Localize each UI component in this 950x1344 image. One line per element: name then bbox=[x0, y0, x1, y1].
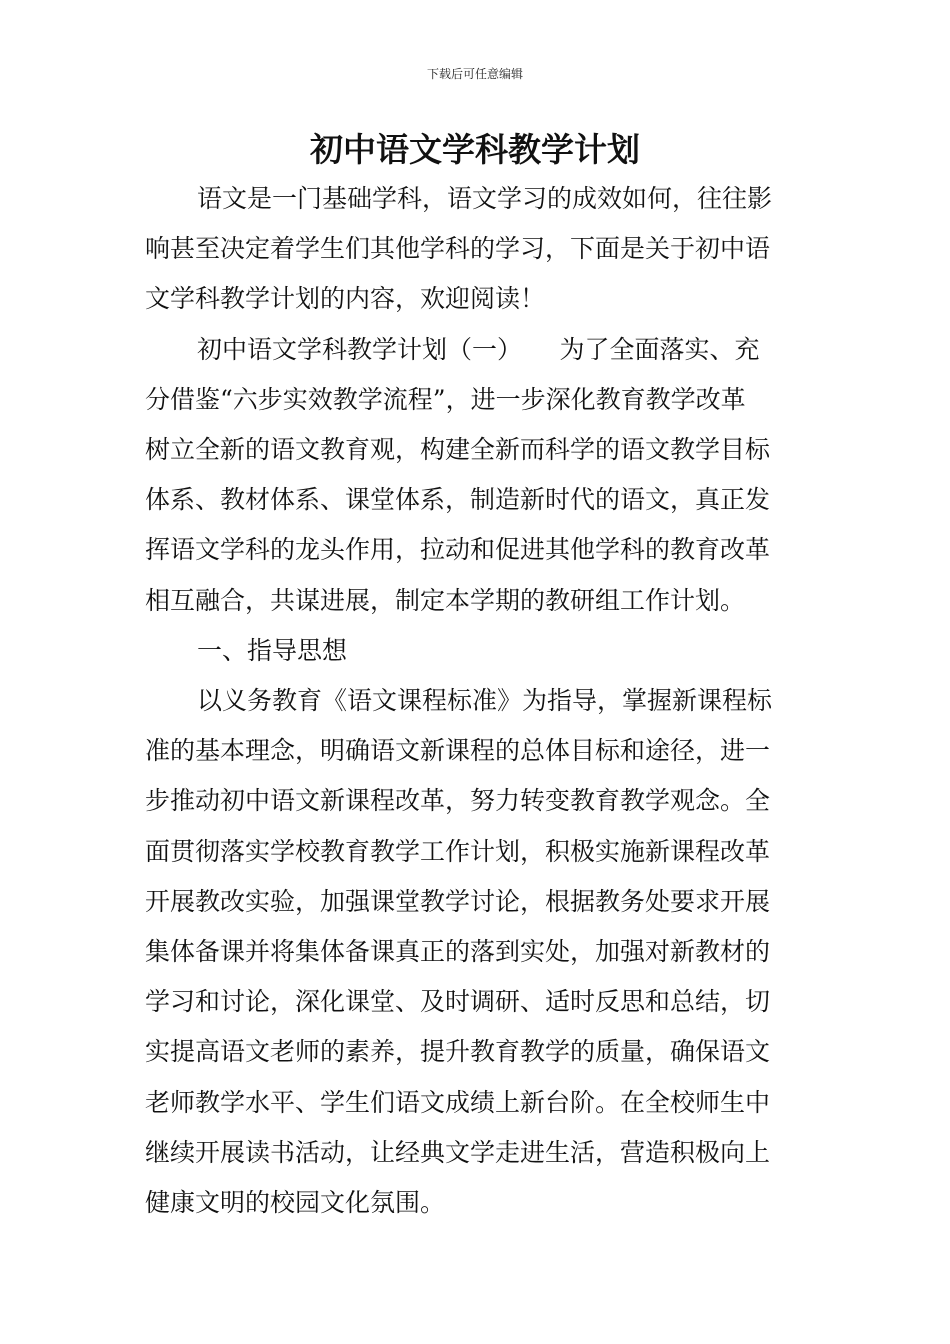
text-line bbox=[145, 576, 745, 626]
text-line bbox=[145, 1128, 770, 1178]
text-line-content: 分借鉴“六步实效教学流程”，进一步深化教育教学改革 bbox=[145, 384, 746, 414]
text-line-content: 以义务教育《语文课程标准》为指导，掌握新课程标 bbox=[197, 686, 773, 715]
text-line-content: 挥语文学科的龙头作用，拉动和促进其他学科的教育改革 bbox=[145, 535, 771, 565]
text-line-content: 集体备课并将集体备课真正的落到实处，加强对新教材的 bbox=[145, 937, 771, 966]
text-line-content: 树立全新的语文教育观，构建全新而科学的语文教学目标 bbox=[145, 435, 771, 464]
text-line-content: 步推动初中语文新课程改革，努力转变教育教学观念。全 bbox=[145, 786, 771, 816]
text-line bbox=[145, 1027, 770, 1077]
text-line bbox=[197, 325, 760, 375]
text-line-content: 初中语文学科教学计划（一） 为了全面落实、充 bbox=[197, 334, 760, 364]
text-line-content: 文学科教学计划的内容，欢迎阅读！ bbox=[145, 284, 546, 314]
text-line-content: 一、指导思想 bbox=[197, 635, 348, 665]
text-line bbox=[197, 676, 772, 726]
text-line-content: 健康文明的校园文化氛围。 bbox=[145, 1188, 446, 1217]
text-line bbox=[145, 977, 770, 1027]
text-line bbox=[145, 525, 770, 575]
header-note: 下载后可任意编辑 bbox=[426, 67, 523, 81]
text-line bbox=[145, 375, 746, 425]
text-line-content: 体系、教材体系、课堂体系，制造新时代的语文，真正发 bbox=[145, 485, 771, 515]
text-line bbox=[145, 274, 545, 324]
text-line bbox=[145, 827, 770, 877]
text-line bbox=[145, 927, 770, 977]
document-title: 初中语文学科教学计划 bbox=[310, 130, 640, 169]
text-line-content: 相互融合，共谋进展，制定本学期的教研组工作计划。 bbox=[145, 585, 746, 615]
text-line-content: 老师教学水平、学生们语文成绩上新台阶。在全校师生中 bbox=[145, 1087, 771, 1117]
text-line bbox=[145, 475, 770, 525]
text-line-content: 实提高语文老师的素养，提升教育教学的质量，确保语文 bbox=[145, 1037, 771, 1067]
text-line bbox=[145, 1078, 770, 1128]
text-line-content: 准的基本理念，明确语文新课程的总体目标和途径，进一 bbox=[145, 736, 771, 766]
text-line-content: 面贯彻落实学校教育教学工作计划，积极实施新课程改革 bbox=[145, 836, 771, 866]
text-line-content: 开展教改实验，加强课堂教学讨论，根据教务处要求开展 bbox=[145, 886, 771, 916]
text-line bbox=[145, 776, 770, 826]
text-line-content: 继续开展读书活动，让经典文学走进生活，营造积极向上 bbox=[145, 1137, 771, 1167]
text-line bbox=[145, 1178, 445, 1228]
text-line bbox=[197, 174, 772, 224]
text-line bbox=[145, 726, 770, 776]
text-line-content: 学习和讨论，深化课堂、及时调研、适时反思和总结，切 bbox=[145, 987, 771, 1017]
text-line bbox=[197, 626, 347, 676]
text-line-content: 响甚至决定着学生们其他学科的学习，下面是关于初中语 bbox=[145, 234, 771, 264]
text-line bbox=[145, 224, 770, 274]
text-line-content: 语文是一门基础学科，语文学习的成效如何，往往影 bbox=[197, 184, 773, 213]
text-line bbox=[145, 425, 770, 475]
text-line bbox=[145, 877, 770, 927]
